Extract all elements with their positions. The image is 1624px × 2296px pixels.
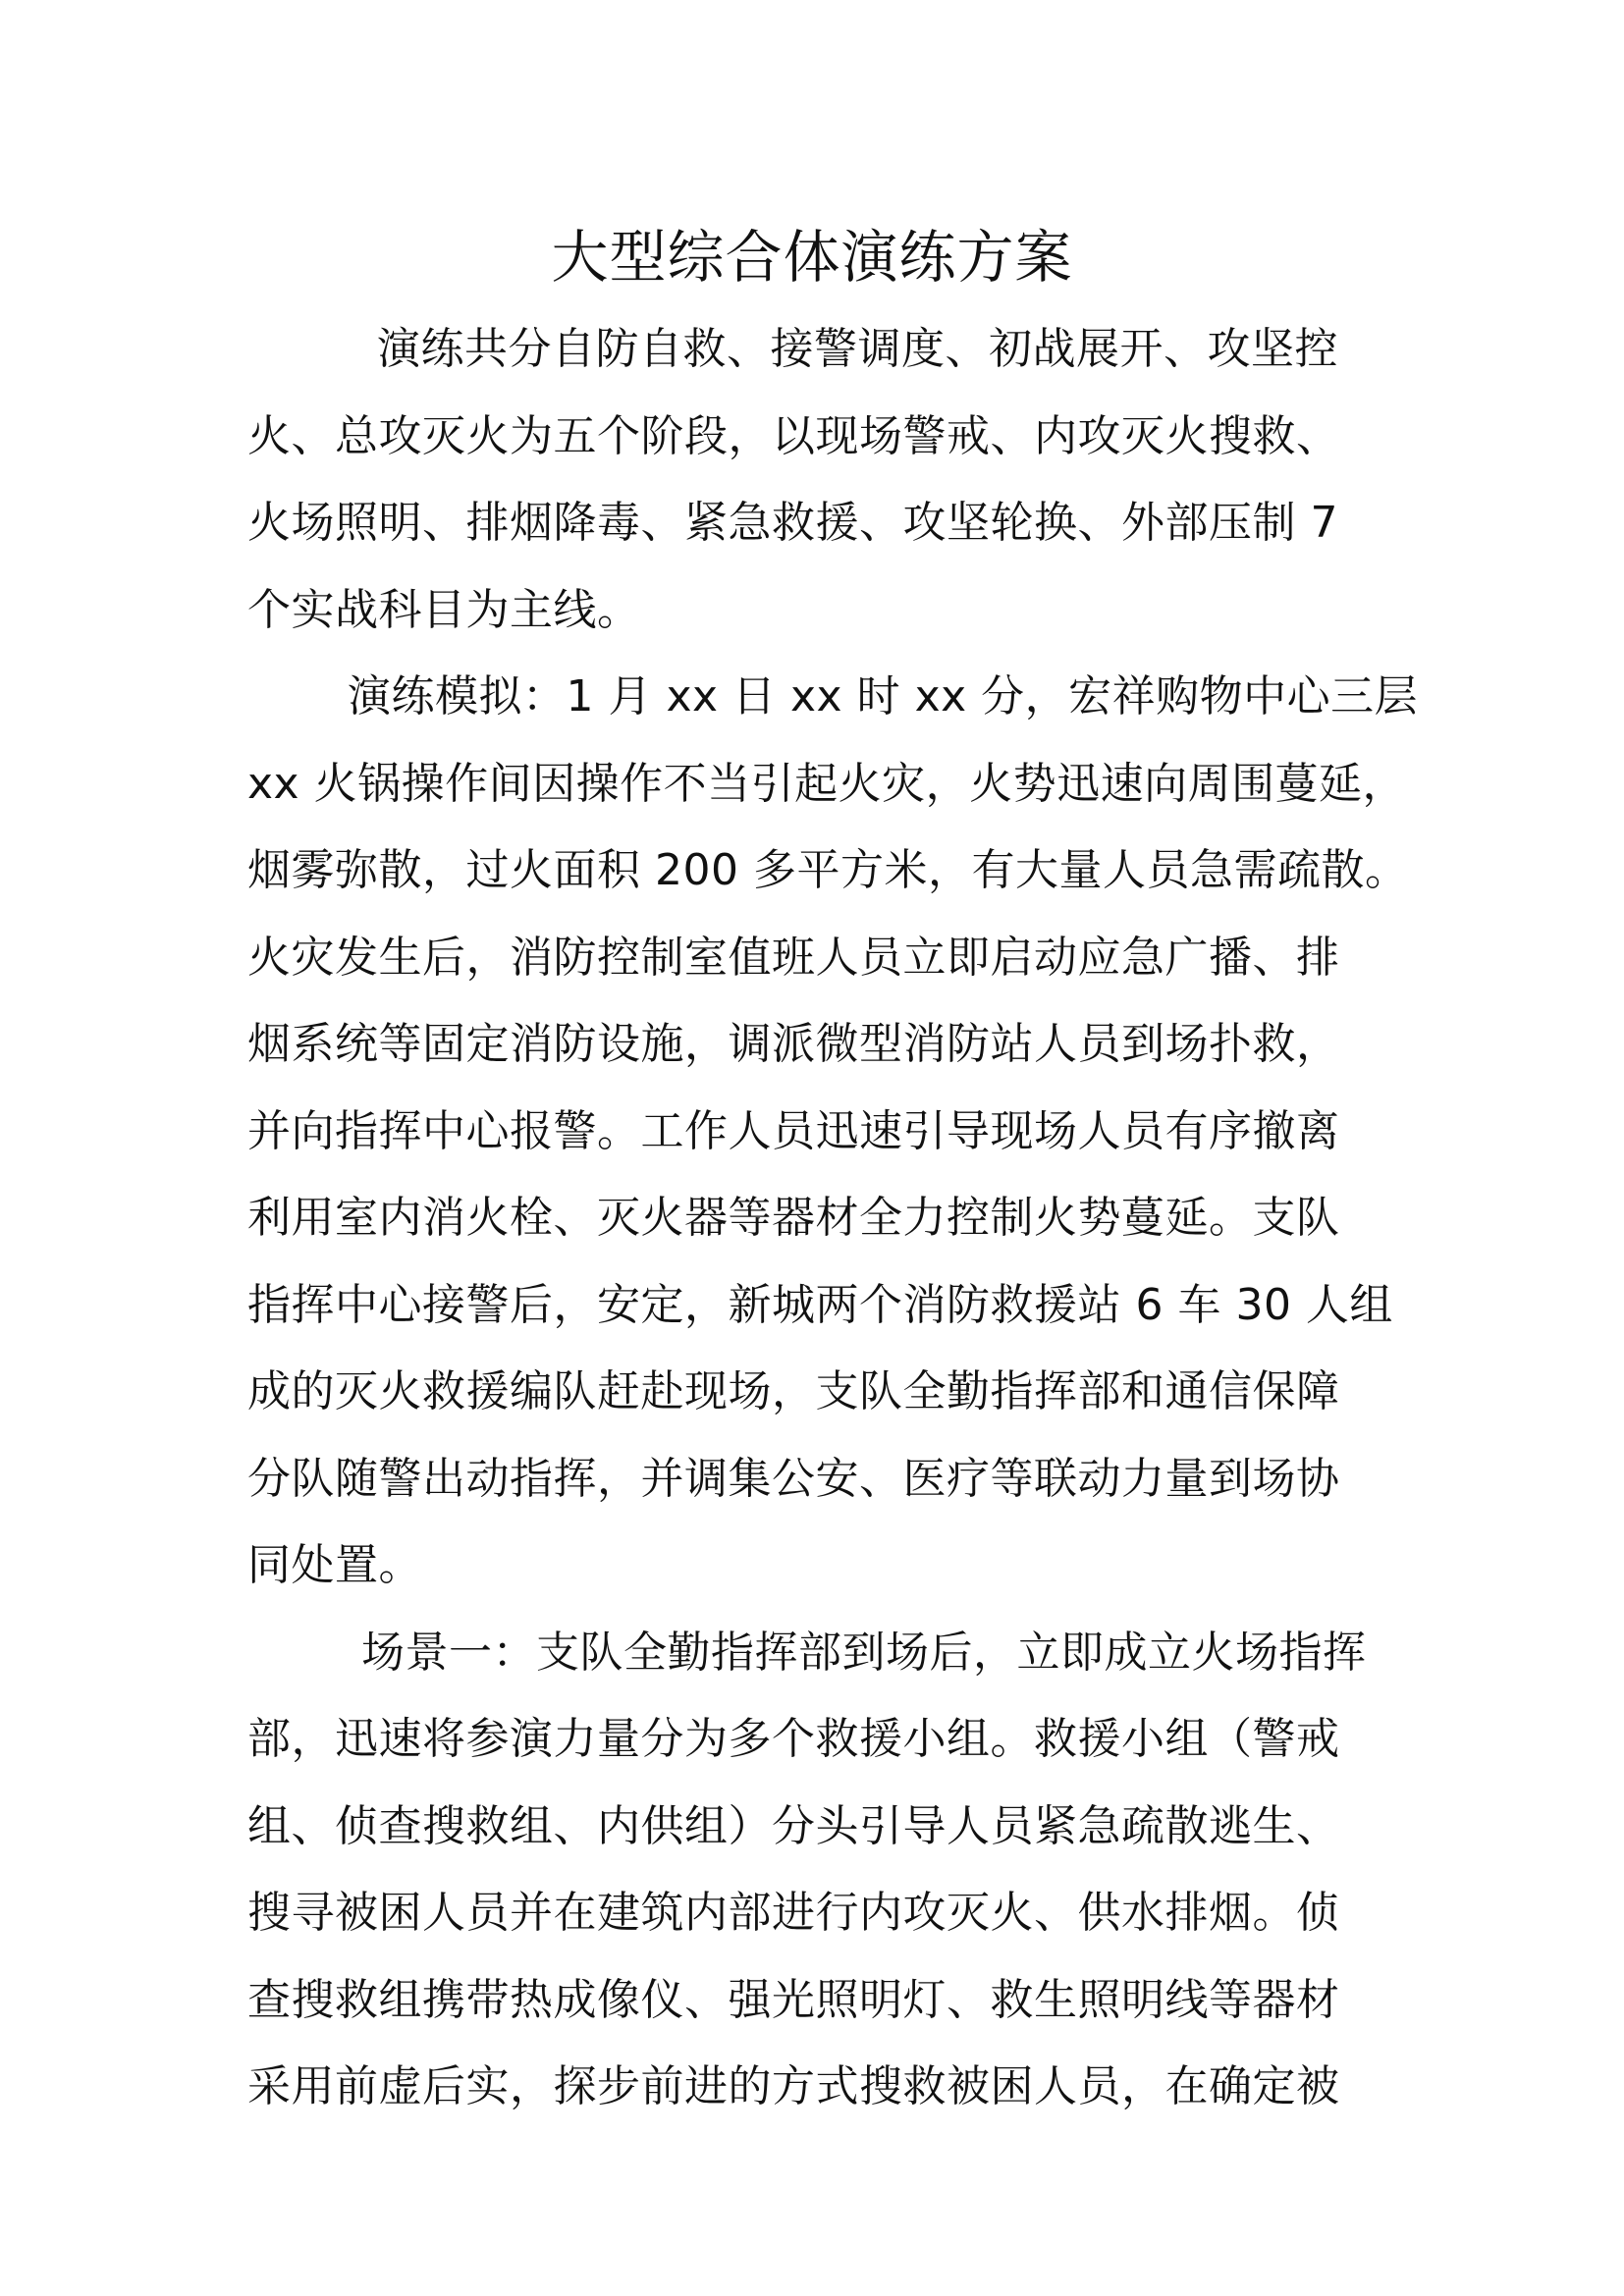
text-line: 部，迅速将参演力量分为多个救援小组。救援小组（警戒 xyxy=(247,1714,1340,1764)
text-line: 组、侦查搜救组、内供组）分头引导人员紧急疏散逃生、 xyxy=(247,1800,1340,1851)
text-line: 火、总攻灭火为五个阶段，以现场警戒、内攻灭火搜救、 xyxy=(247,410,1340,461)
text-line: 火场照明、排烟降毒、紧急救援、攻坚轮换、外部压制 7 xyxy=(247,498,1338,548)
text-line: 同处置。 xyxy=(247,1540,422,1590)
text-line: 分队随警出动指挥，并调集公安、医疗等联动力量到场协 xyxy=(247,1453,1340,1504)
text-line: 利用室内消火栓、灭火器等器材全力控制火势蔓延。支队 xyxy=(247,1193,1340,1243)
text-line: 采用前虚后实，探步前进的方式搜救被困人员，在确定被 xyxy=(247,2061,1340,2111)
document-title: 大型综合体演练方案 xyxy=(551,224,1073,291)
text-line: xx 火锅操作间因操作不当引起火灾，火势迅速向周围蔓延， xyxy=(247,758,1407,809)
text-line: 演练共分自防自救、接警调度、初战展开、攻坚控 xyxy=(377,324,1338,374)
text-line: 指挥中心接警后，安定，新城两个消防救援站 6 车 30 人组 xyxy=(247,1279,1393,1330)
text-line: 个实战科目为主线。 xyxy=(247,584,641,635)
text-line: 场景一：支队全勤指挥部到场后，立即成立火场指挥 xyxy=(361,1627,1367,1678)
text-line: 并向指挥中心报警。工作人员迅速引导现场人员有序撤离 xyxy=(247,1105,1340,1156)
text-line: 火灾发生后，消防控制室值班人员立即启动应急广播、排 xyxy=(247,932,1340,983)
text-line: 搜寻被困人员并在建筑内部进行内攻灭火、供水排烟。侦 xyxy=(247,1888,1340,1938)
text-line: 烟雾弥散，过火面积 200 多平方米，有大量人员急需疏散。 xyxy=(247,845,1409,895)
text-line: 烟系统等固定消防设施，调派微型消防站人员到场扑救， xyxy=(247,1019,1340,1069)
text-line: 成的灭火救援编队赶赴现场，支队全勤指挥部和通信保障 xyxy=(247,1366,1340,1416)
text-line: 演练模拟：1 月 xx 日 xx 时 xx 分，宏祥购物中心三层 xyxy=(348,671,1419,721)
text-line: 查搜救组携带热成像仪、强光照明灯、救生照明线等器材 xyxy=(247,1974,1340,2025)
document-body xyxy=(247,306,1419,2131)
